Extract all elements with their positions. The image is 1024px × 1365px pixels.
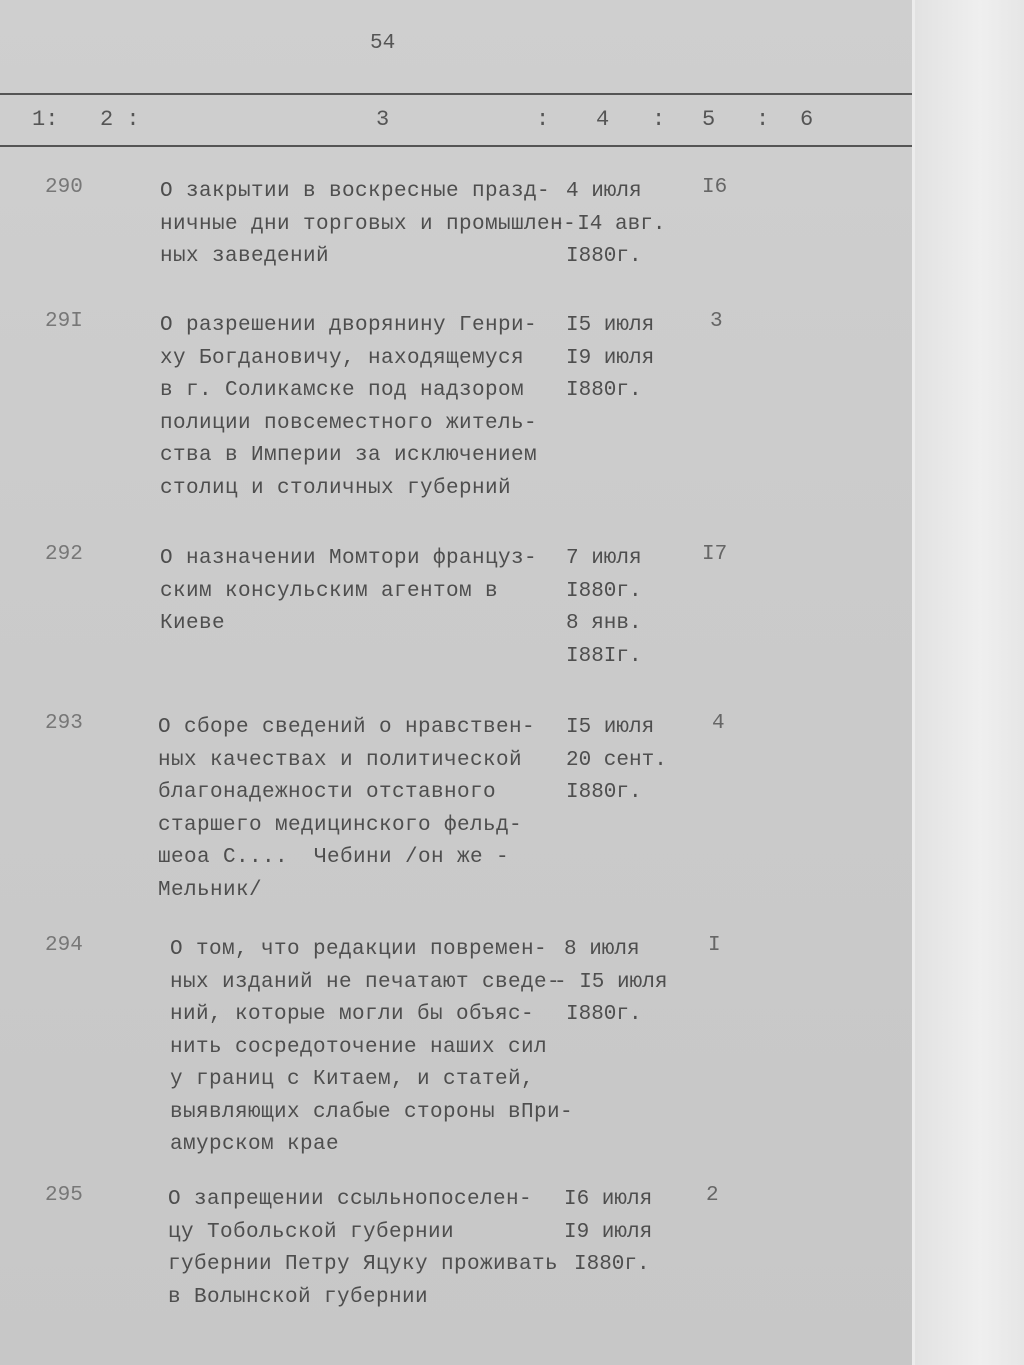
header-bottom-rule: [0, 145, 912, 147]
entry-number: 294: [45, 934, 83, 957]
date-line: I880г.: [566, 781, 642, 804]
entry-title: [170, 934, 573, 1162]
title-line: О назначении Момтори францyз-: [160, 547, 538, 570]
entry-sheets: I: [708, 934, 721, 957]
date-line: 7 июля: [566, 547, 642, 570]
date-line: - I5 июля: [554, 970, 668, 994]
date-line: I5 июля: [566, 314, 655, 337]
title-line: выявляющих слабые стороны вПри-: [170, 1100, 574, 1124]
title-line: ничные дни торговых и промышлен-: [160, 212, 577, 236]
date-line: - I4 авг.: [552, 212, 666, 236]
title-line: в г. Соликамске под надзором: [160, 379, 525, 402]
title-line: полиции повсеместного житель-: [160, 411, 538, 435]
col-separator-4: :: [652, 107, 666, 132]
page-number: 54: [370, 32, 396, 55]
date-line: I880г.: [574, 1253, 650, 1276]
title-line: столиц и столичных губерний: [160, 476, 512, 500]
title-line: ства в Империи за исключением: [160, 444, 538, 467]
entry-dates: [566, 712, 667, 810]
title-line: Киеве: [160, 612, 226, 635]
entry-sheets: 4: [712, 712, 725, 735]
date-line: 8 янв.: [566, 612, 642, 635]
date-line: I880г.: [566, 579, 642, 603]
date-line: I5 июля: [566, 716, 655, 739]
entry-number: 29I: [45, 310, 83, 333]
title-line: у границ с Китаем, и статей,: [170, 1068, 535, 1091]
entry-dates: [566, 543, 642, 673]
entry-dates: [564, 1184, 652, 1282]
date-line: 8 июля: [564, 938, 640, 961]
entry-title: [160, 543, 537, 641]
header-top-rule: [0, 93, 912, 95]
date-line: I9 июля: [564, 1220, 653, 1244]
date-line: I9 июля: [566, 346, 655, 370]
title-line: ных изданий не печатают сведе-: [170, 970, 561, 994]
title-line: благонадежности отставного: [158, 781, 497, 804]
title-line: О разрешении дворянину Генри-: [160, 314, 538, 337]
title-line: О запрещении ссыльнопоселен-: [168, 1188, 533, 1211]
col-separator-5: :: [756, 107, 770, 132]
entry-number: 293: [45, 712, 83, 735]
date-line: I880г.: [566, 245, 642, 268]
title-line: ний, которые могли бы объяс-: [170, 1003, 535, 1026]
title-line: О сборе сведений о нравствен-: [158, 716, 536, 739]
title-line: Мельник/: [158, 878, 263, 902]
entry-sheets: I6: [702, 176, 728, 199]
entry-title: [160, 176, 576, 274]
col-header-2: 2 :: [100, 107, 140, 132]
title-line: ским консульским агентом в: [160, 579, 499, 603]
title-line: губернии Петру Яцуку проживать: [168, 1253, 559, 1276]
entry-title: [168, 1184, 558, 1314]
title-line: ных заведений: [160, 245, 330, 268]
title-line: О том, что редакции повремен-: [170, 938, 548, 961]
col-header-5: 5: [702, 107, 716, 132]
date-line: 4 июля: [566, 180, 642, 203]
entry-title: [158, 712, 535, 907]
entry-number: 295: [45, 1184, 83, 1207]
col-header-6: 6: [800, 107, 814, 132]
entry-number: 292: [45, 543, 83, 566]
col-header-1: 1:: [32, 107, 59, 132]
title-line: нить сосредоточение наших сил: [170, 1035, 548, 1059]
date-line: 20 сент.: [566, 748, 667, 772]
entry-sheets: 3: [710, 310, 723, 333]
entry-title: [160, 310, 537, 505]
entry-dates: [554, 934, 668, 1032]
title-line: цу Тобольской губернии: [168, 1220, 455, 1244]
entry-number: 290: [45, 176, 83, 199]
underlying-sheet-edge: [915, 0, 1024, 1365]
title-line: амурском крае: [170, 1133, 340, 1156]
entry-sheets: I7: [702, 543, 728, 566]
col-header-3: 3: [376, 107, 390, 132]
title-line: О закрытии в воскресные празд-: [160, 180, 551, 203]
date-line: I880г.: [566, 1003, 642, 1026]
title-line: шеоа С.... Чебини /он же -: [158, 846, 510, 869]
entry-dates: [552, 176, 666, 274]
col-separator-3: :: [536, 107, 550, 132]
title-line: ху Богдановичу, находящемуся: [160, 346, 525, 370]
col-header-4: 4: [596, 107, 610, 132]
date-line: I88Iг.: [566, 644, 642, 668]
title-line: старшего медицинского фельд-: [158, 813, 523, 837]
entry-dates: [566, 310, 654, 408]
title-line: ных качествах и политической: [158, 748, 523, 772]
date-line: I6 июля: [564, 1188, 653, 1211]
entry-sheets: 2: [706, 1184, 719, 1207]
title-line: в Волынской губернии: [168, 1285, 429, 1309]
date-line: I880г.: [566, 379, 642, 402]
